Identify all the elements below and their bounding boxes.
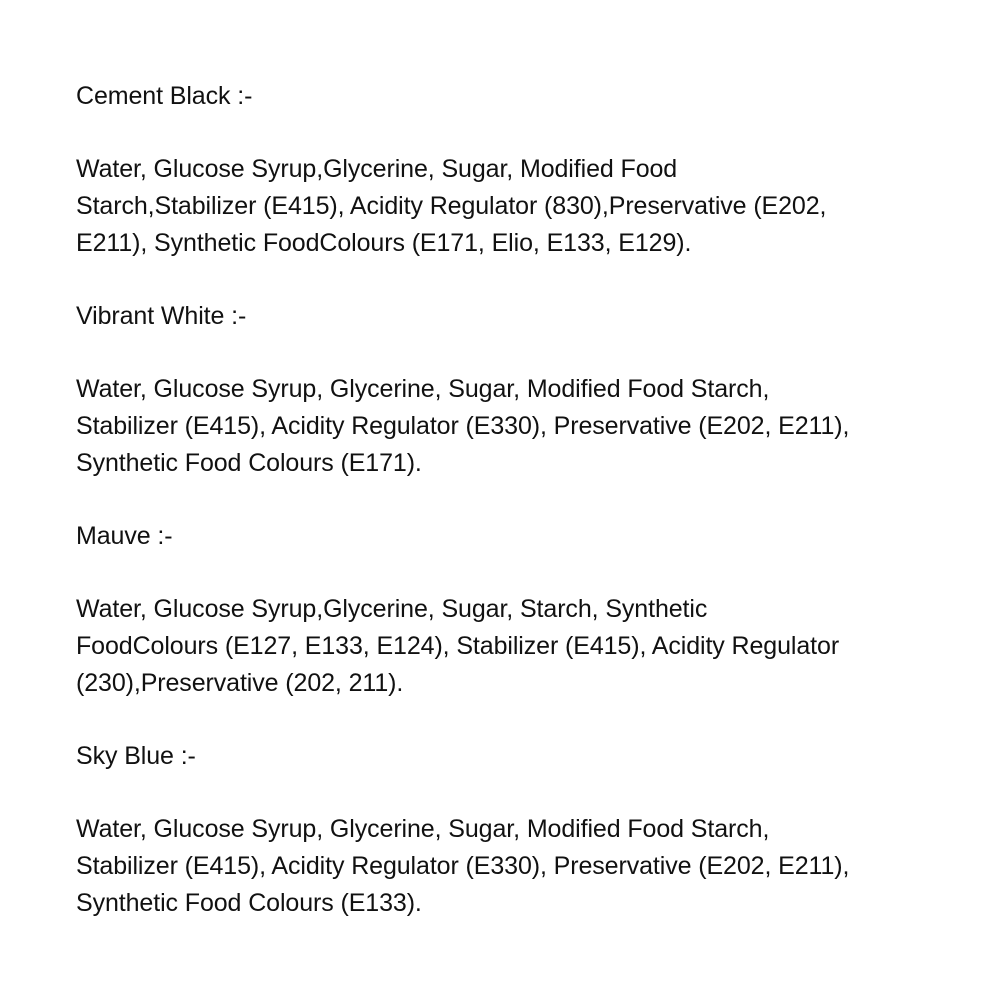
section-heading: Cement Black :- — [76, 82, 253, 110]
section-heading: Vibrant White :- — [76, 302, 247, 330]
ingredients-list: Water, Glucose Syrup,Glycerine, Sugar, Modified Food Starch,Stabilizer (E415), Acidity Regulator (830),Preservative (E202, E211), Synthetic FoodColours (E171, Elio, E133, E129). — [76, 155, 827, 257]
ingredients-list: Water, Glucose Syrup, Glycerine, Sugar, Modified Food Starch, Stabilizer (E415), Acidity Regulator (E330), Preservative (E202, E211), Synthetic Food Colours (E171). — [76, 375, 850, 477]
section-cement-black — [76, 78, 956, 262]
section-sky-blue — [76, 738, 956, 922]
section-vibrant-white — [76, 298, 956, 482]
section-heading: Sky Blue :- — [76, 742, 196, 770]
section-heading: Mauve :- — [76, 522, 173, 550]
section-mauve — [76, 518, 956, 702]
ingredients-list: Water, Glucose Syrup,Glycerine, Sugar, Starch, Synthetic FoodColours (E127, E133, E124), Stabilizer (E415), Acidity Regulator (230),Preservative (202, 211). — [76, 595, 840, 697]
ingredients-list: Water, Glucose Syrup, Glycerine, Sugar, Modified Food Starch, Stabilizer (E415), Acidity Regulator (E330), Preservative (E202, E211), Synthetic Food Colours (E133). — [76, 815, 850, 917]
ingredients-document — [76, 78, 956, 958]
